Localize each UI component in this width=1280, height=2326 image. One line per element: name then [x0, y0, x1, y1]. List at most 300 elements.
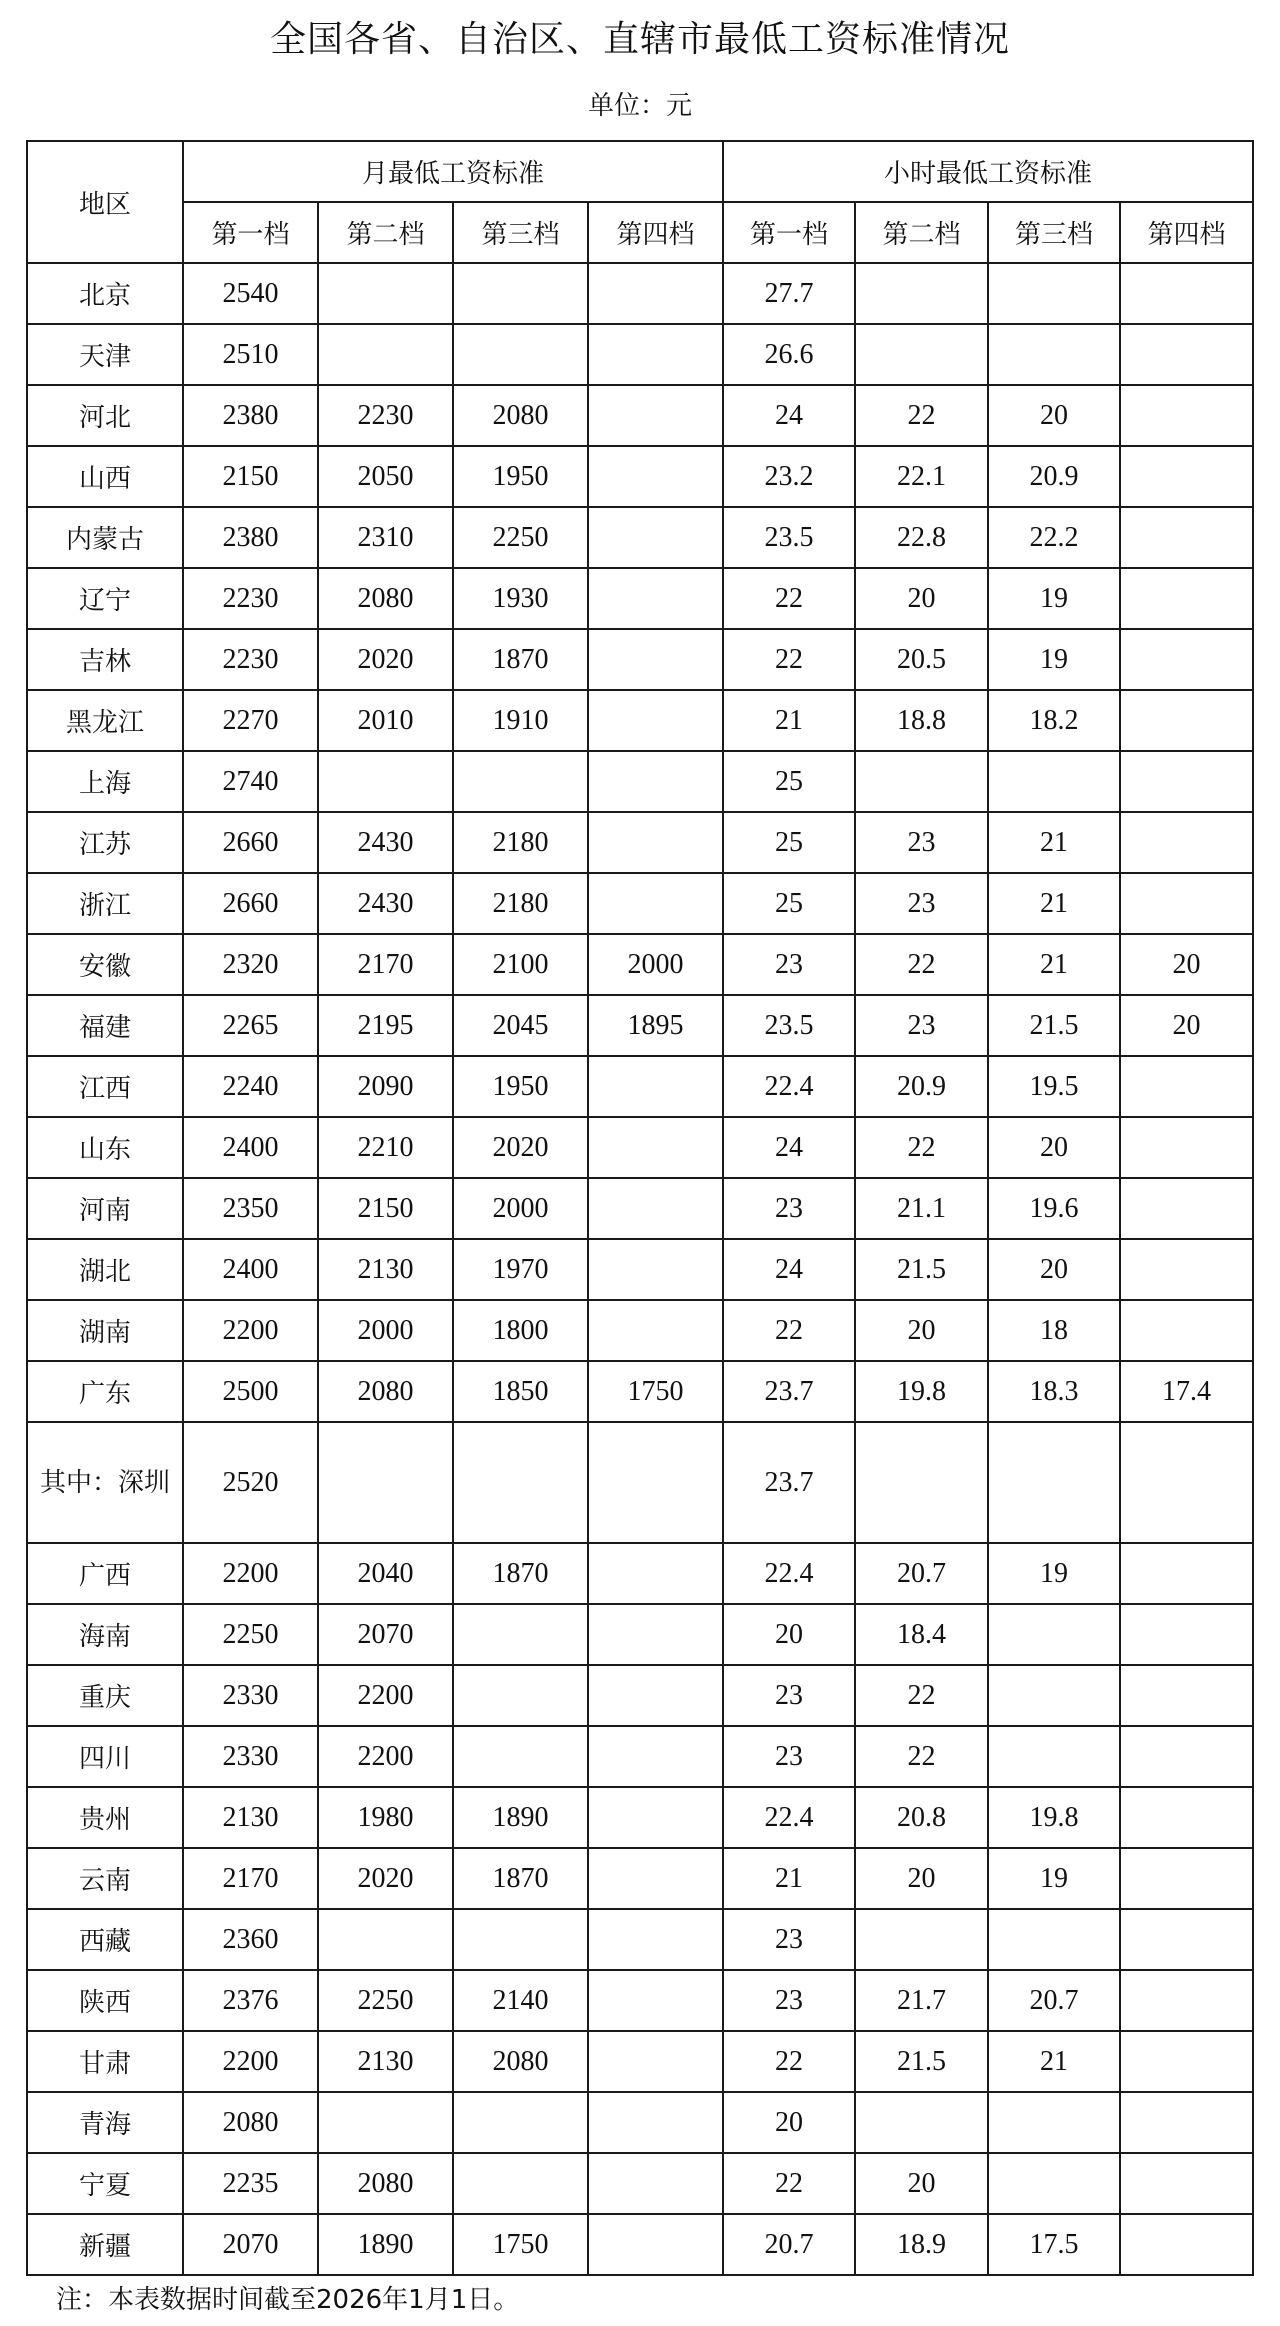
hourly-tier-1-cell: 23: [723, 1178, 855, 1239]
monthly-tier-3-cell: [453, 1422, 588, 1543]
hourly-tier-3-cell: [988, 1665, 1120, 1726]
hourly-tier-3-cell: 21: [988, 2031, 1120, 2092]
hourly-tier-2-cell: [855, 2092, 988, 2153]
monthly-tier-2-cell: [318, 751, 453, 812]
hourly-tier-3-cell: [988, 1909, 1120, 1970]
monthly-tier-2-cell: 1890: [318, 2214, 453, 2275]
monthly-tier-4-cell: [588, 1178, 723, 1239]
hourly-tier-2-cell: 21.5: [855, 1239, 988, 1300]
monthly-tier-3-cell: 1930: [453, 568, 588, 629]
monthly-tier-4-cell: 2000: [588, 934, 723, 995]
table-row: [27, 1787, 1253, 1848]
hourly-tier-4-cell: [1120, 1422, 1253, 1543]
hourly-tier-1-cell: 23.2: [723, 446, 855, 507]
monthly-tier-4-cell: [588, 1604, 723, 1665]
hourly-tier-2-cell: 22.1: [855, 446, 988, 507]
hourly-tier-4-cell: [1120, 1970, 1253, 2031]
table-row: [27, 1056, 1253, 1117]
monthly-tier-1-cell: 2200: [183, 2031, 318, 2092]
hourly-tier-2-cell: 21.7: [855, 1970, 988, 2031]
region-name: 其中：深圳: [40, 1467, 171, 1498]
table-row: [27, 568, 1253, 629]
hourly-tier-1-cell: 23.7: [723, 1422, 855, 1543]
region-cell: [27, 1848, 183, 1909]
table-body: [27, 263, 1253, 2275]
hourly-tier-3-cell: 19: [988, 1543, 1120, 1604]
monthly-tier-2-cell: 2150: [318, 1178, 453, 1239]
hourly-tier-3-cell: 21.5: [988, 995, 1120, 1056]
hourly-tier-4-cell: [1120, 2031, 1253, 2092]
monthly-tier-3-cell: 2000: [453, 1178, 588, 1239]
region-name: 重庆: [78, 1683, 131, 1713]
monthly-tier-2-cell: 2430: [318, 873, 453, 934]
monthly-tier-1-cell: 2230: [183, 629, 318, 690]
header-region: 地区: [27, 141, 183, 263]
monthly-tier-1-cell: 2170: [183, 1848, 318, 1909]
monthly-tier-3-cell: 1910: [453, 690, 588, 751]
hourly-tier-4-cell: [1120, 1300, 1253, 1361]
monthly-tier-2-cell: 2130: [318, 1239, 453, 1300]
monthly-tier-3-cell: 1970: [453, 1239, 588, 1300]
table-row: [27, 751, 1253, 812]
monthly-tier-2-cell: [318, 2092, 453, 2153]
hourly-tier-4-cell: [1120, 1848, 1253, 1909]
hourly-tier-2-cell: 22.8: [855, 507, 988, 568]
hourly-tier-4-cell: [1120, 1909, 1253, 1970]
minimum-wage-table: [26, 140, 1254, 2276]
table-row: [27, 1604, 1253, 1665]
monthly-tier-2-cell: 2080: [318, 2153, 453, 2214]
monthly-tier-2-cell: 2080: [318, 1361, 453, 1422]
hourly-tier-3-cell: [988, 1422, 1120, 1543]
table-row: [27, 1726, 1253, 1787]
hourly-tier-3-cell: 21: [988, 812, 1120, 873]
monthly-tier-3-cell: [453, 751, 588, 812]
table-row: [27, 1178, 1253, 1239]
monthly-tier-3-cell: 1950: [453, 446, 588, 507]
monthly-tier-2-cell: 2200: [318, 1665, 453, 1726]
monthly-tier-1-cell: 2510: [183, 324, 318, 385]
monthly-tier-1-cell: 2235: [183, 2153, 318, 2214]
monthly-tier-3-cell: [453, 2092, 588, 2153]
monthly-tier-2-cell: 2090: [318, 1056, 453, 1117]
monthly-tier-2-cell: [318, 1422, 453, 1543]
monthly-tier-4-cell: [588, 1726, 723, 1787]
hourly-tier-2-cell: [855, 1422, 988, 1543]
hourly-tier-4-cell: [1120, 690, 1253, 751]
hourly-tier-1-cell: 21: [723, 690, 855, 751]
hourly-tier-2-cell: 22: [855, 934, 988, 995]
monthly-tier-4-cell: [588, 690, 723, 751]
table-row: [27, 1239, 1253, 1300]
hourly-tier-3-cell: 19: [988, 629, 1120, 690]
hourly-tier-2-cell: [855, 1909, 988, 1970]
region-cell: [27, 446, 183, 507]
monthly-tier-1-cell: 2400: [183, 1239, 318, 1300]
region-name: 北京: [78, 281, 131, 311]
region-name: 广西: [78, 1561, 131, 1591]
hourly-tier-1-cell: 23: [723, 1665, 855, 1726]
hourly-tier-2-cell: 21.5: [855, 2031, 988, 2092]
hourly-tier-3-cell: 21: [988, 934, 1120, 995]
header-row-tiers: [27, 202, 1253, 263]
hourly-tier-3-cell: [988, 324, 1120, 385]
table-row: [27, 2214, 1253, 2275]
header-hourly-tier-2: 第二档: [855, 202, 988, 263]
region-cell: [27, 1056, 183, 1117]
monthly-tier-1-cell: 2240: [183, 1056, 318, 1117]
region-cell: [27, 2031, 183, 2092]
hourly-tier-3-cell: 20: [988, 1239, 1120, 1300]
table-row: [27, 507, 1253, 568]
region-name: 天津: [78, 342, 131, 372]
hourly-tier-2-cell: 22: [855, 1665, 988, 1726]
monthly-tier-3-cell: 2080: [453, 385, 588, 446]
region-name: 甘肃: [78, 2049, 131, 2079]
hourly-tier-4-cell: 17.4: [1120, 1361, 1253, 1422]
monthly-tier-1-cell: 2330: [183, 1726, 318, 1787]
hourly-tier-3-cell: 20.7: [988, 1970, 1120, 2031]
monthly-tier-2-cell: 2070: [318, 1604, 453, 1665]
table-row: [27, 1117, 1253, 1178]
monthly-tier-1-cell: 2130: [183, 1787, 318, 1848]
hourly-tier-4-cell: [1120, 1117, 1253, 1178]
hourly-tier-1-cell: 23.5: [723, 995, 855, 1056]
region-name: 陕西: [78, 1988, 131, 2018]
monthly-tier-3-cell: 2180: [453, 812, 588, 873]
hourly-tier-2-cell: 19.8: [855, 1361, 988, 1422]
monthly-tier-2-cell: 2430: [318, 812, 453, 873]
monthly-tier-2-cell: 2040: [318, 1543, 453, 1604]
region-name: 吉林: [78, 647, 131, 677]
region-name: 江西: [78, 1074, 131, 1104]
region-cell: [27, 995, 183, 1056]
hourly-tier-4-cell: [1120, 385, 1253, 446]
region-name: 河北: [78, 403, 131, 433]
monthly-tier-2-cell: 1980: [318, 1787, 453, 1848]
monthly-tier-4-cell: [588, 812, 723, 873]
hourly-tier-1-cell: 23: [723, 1726, 855, 1787]
monthly-tier-4-cell: [588, 446, 723, 507]
monthly-tier-3-cell: 2045: [453, 995, 588, 1056]
monthly-tier-1-cell: 2250: [183, 1604, 318, 1665]
hourly-tier-4-cell: [1120, 324, 1253, 385]
hourly-tier-4-cell: [1120, 2153, 1253, 2214]
table-row: [27, 873, 1253, 934]
monthly-tier-4-cell: [588, 1056, 723, 1117]
monthly-tier-4-cell: [588, 2214, 723, 2275]
table-row: [27, 1543, 1253, 1604]
monthly-tier-1-cell: 2520: [183, 1422, 318, 1543]
unit-label: 单位：元: [587, 91, 692, 121]
monthly-tier-2-cell: 2310: [318, 507, 453, 568]
region-name: 河南: [78, 1196, 131, 1226]
monthly-tier-3-cell: [453, 2153, 588, 2214]
monthly-tier-4-cell: 1895: [588, 995, 723, 1056]
monthly-tier-1-cell: 2200: [183, 1300, 318, 1361]
monthly-tier-4-cell: [588, 2153, 723, 2214]
monthly-tier-3-cell: 2250: [453, 507, 588, 568]
region-cell: [27, 1422, 183, 1543]
monthly-tier-2-cell: [318, 324, 453, 385]
hourly-tier-1-cell: 22.4: [723, 1787, 855, 1848]
region-name: 山西: [78, 464, 131, 494]
header-hourly-tier-4: 第四档: [1120, 202, 1253, 263]
region-cell: [27, 873, 183, 934]
table-row: [27, 1422, 1253, 1543]
hourly-tier-3-cell: 21: [988, 873, 1120, 934]
hourly-tier-1-cell: 22: [723, 629, 855, 690]
hourly-tier-1-cell: 22: [723, 568, 855, 629]
header-monthly-tier-3: 第三档: [453, 202, 588, 263]
hourly-tier-4-cell: [1120, 1239, 1253, 1300]
hourly-tier-2-cell: 20.9: [855, 1056, 988, 1117]
region-name: 浙江: [78, 891, 131, 921]
monthly-tier-2-cell: 2050: [318, 446, 453, 507]
monthly-tier-3-cell: 1890: [453, 1787, 588, 1848]
hourly-tier-4-cell: [1120, 1787, 1253, 1848]
table-row: [27, 1361, 1253, 1422]
table-row: [27, 2153, 1253, 2214]
monthly-tier-4-cell: [588, 873, 723, 934]
hourly-tier-2-cell: 18.8: [855, 690, 988, 751]
hourly-tier-1-cell: 24: [723, 385, 855, 446]
hourly-tier-4-cell: 20: [1120, 995, 1253, 1056]
hourly-tier-4-cell: [1120, 1726, 1253, 1787]
hourly-tier-3-cell: 20: [988, 1117, 1120, 1178]
table-row: [27, 446, 1253, 507]
header-row-groups: [27, 141, 1253, 202]
hourly-tier-2-cell: 23: [855, 873, 988, 934]
hourly-tier-4-cell: [1120, 1056, 1253, 1117]
hourly-tier-4-cell: [1120, 629, 1253, 690]
monthly-tier-2-cell: [318, 263, 453, 324]
hourly-tier-4-cell: [1120, 263, 1253, 324]
hourly-tier-1-cell: 20.7: [723, 2214, 855, 2275]
hourly-tier-3-cell: [988, 2092, 1120, 2153]
hourly-tier-2-cell: 18.4: [855, 1604, 988, 1665]
monthly-tier-4-cell: [588, 1787, 723, 1848]
region-name: 宁夏: [78, 2171, 131, 2201]
hourly-tier-4-cell: [1120, 507, 1253, 568]
monthly-tier-1-cell: 2376: [183, 1970, 318, 2031]
monthly-tier-1-cell: 2400: [183, 1117, 318, 1178]
table-row: [27, 690, 1253, 751]
region-cell: [27, 812, 183, 873]
table-row: [27, 385, 1253, 446]
monthly-tier-3-cell: [453, 1604, 588, 1665]
region-cell: [27, 1543, 183, 1604]
monthly-tier-4-cell: [588, 1422, 723, 1543]
hourly-tier-1-cell: 22: [723, 2031, 855, 2092]
header-monthly: 月最低工资标准: [183, 141, 723, 202]
monthly-tier-1-cell: 2200: [183, 1543, 318, 1604]
region-name: 广东: [78, 1379, 131, 1409]
monthly-tier-2-cell: 2020: [318, 1848, 453, 1909]
hourly-tier-2-cell: 20: [855, 1848, 988, 1909]
monthly-tier-3-cell: 1950: [453, 1056, 588, 1117]
monthly-tier-1-cell: 2660: [183, 873, 318, 934]
table-row: [27, 263, 1253, 324]
region-cell: [27, 934, 183, 995]
hourly-tier-4-cell: [1120, 2214, 1253, 2275]
hourly-tier-3-cell: 19: [988, 1848, 1120, 1909]
hourly-tier-2-cell: 18.9: [855, 2214, 988, 2275]
hourly-tier-2-cell: 20: [855, 568, 988, 629]
region-name: 内蒙古: [65, 525, 144, 555]
monthly-tier-3-cell: [453, 1909, 588, 1970]
monthly-tier-1-cell: 2660: [183, 812, 318, 873]
hourly-tier-4-cell: [1120, 1665, 1253, 1726]
monthly-tier-4-cell: [588, 2092, 723, 2153]
region-name: 上海: [78, 769, 131, 799]
monthly-tier-4-cell: [588, 629, 723, 690]
monthly-tier-1-cell: 2380: [183, 507, 318, 568]
hourly-tier-3-cell: [988, 1726, 1120, 1787]
region-name: 四川: [78, 1744, 131, 1774]
table-row: [27, 2092, 1253, 2153]
monthly-tier-2-cell: 2200: [318, 1726, 453, 1787]
hourly-tier-2-cell: 22: [855, 1117, 988, 1178]
hourly-tier-2-cell: 20.5: [855, 629, 988, 690]
hourly-tier-1-cell: 27.7: [723, 263, 855, 324]
region-name: 福建: [78, 1013, 131, 1043]
region-cell: [27, 1726, 183, 1787]
region-name: 新疆: [78, 2232, 131, 2262]
monthly-tier-2-cell: 2080: [318, 568, 453, 629]
table-row: [27, 1909, 1253, 1970]
monthly-tier-1-cell: 2380: [183, 385, 318, 446]
region-cell: [27, 2092, 183, 2153]
monthly-tier-3-cell: 2100: [453, 934, 588, 995]
region-cell: [27, 1665, 183, 1726]
hourly-tier-3-cell: [988, 1604, 1120, 1665]
monthly-tier-4-cell: [588, 385, 723, 446]
hourly-tier-1-cell: 22.4: [723, 1056, 855, 1117]
region-cell: [27, 629, 183, 690]
hourly-tier-2-cell: 20: [855, 2153, 988, 2214]
region-cell: [27, 1787, 183, 1848]
hourly-tier-1-cell: 23: [723, 1970, 855, 2031]
region-name: 黑龙江: [65, 708, 144, 738]
header-monthly-tier-1: 第一档: [183, 202, 318, 263]
hourly-tier-2-cell: 20.8: [855, 1787, 988, 1848]
hourly-tier-4-cell: [1120, 568, 1253, 629]
region-cell: [27, 568, 183, 629]
monthly-tier-2-cell: 2230: [318, 385, 453, 446]
hourly-tier-1-cell: 22: [723, 1300, 855, 1361]
hourly-tier-1-cell: 26.6: [723, 324, 855, 385]
hourly-tier-2-cell: 22: [855, 385, 988, 446]
hourly-tier-1-cell: 25: [723, 751, 855, 812]
region-cell: [27, 1361, 183, 1422]
hourly-tier-4-cell: [1120, 446, 1253, 507]
monthly-tier-4-cell: [588, 1665, 723, 1726]
hourly-tier-4-cell: [1120, 1543, 1253, 1604]
monthly-tier-3-cell: 2020: [453, 1117, 588, 1178]
monthly-tier-4-cell: [588, 1848, 723, 1909]
table-row: [27, 1848, 1253, 1909]
region-cell: [27, 1300, 183, 1361]
monthly-tier-2-cell: [318, 1909, 453, 1970]
header-hourly: 小时最低工资标准: [723, 141, 1253, 202]
region-cell: [27, 690, 183, 751]
monthly-tier-4-cell: [588, 324, 723, 385]
region-cell: [27, 324, 183, 385]
region-name: 贵州: [78, 1805, 131, 1835]
hourly-tier-3-cell: 18.3: [988, 1361, 1120, 1422]
region-name: 青海: [78, 2110, 131, 2140]
monthly-tier-3-cell: 2080: [453, 2031, 588, 2092]
hourly-tier-3-cell: 20: [988, 385, 1120, 446]
monthly-tier-3-cell: 2180: [453, 873, 588, 934]
monthly-tier-1-cell: 2080: [183, 2092, 318, 2153]
hourly-tier-1-cell: 22: [723, 2153, 855, 2214]
monthly-tier-2-cell: 2130: [318, 2031, 453, 2092]
monthly-tier-3-cell: [453, 263, 588, 324]
monthly-tier-2-cell: 2195: [318, 995, 453, 1056]
hourly-tier-4-cell: [1120, 873, 1253, 934]
hourly-tier-3-cell: [988, 263, 1120, 324]
monthly-tier-4-cell: [588, 1239, 723, 1300]
monthly-tier-1-cell: 2360: [183, 1909, 318, 1970]
monthly-tier-3-cell: 1870: [453, 1543, 588, 1604]
region-name: 湖北: [78, 1257, 131, 1287]
monthly-tier-3-cell: 1870: [453, 629, 588, 690]
monthly-tier-3-cell: 1870: [453, 1848, 588, 1909]
hourly-tier-1-cell: 20: [723, 2092, 855, 2153]
header-monthly-tier-4: 第四档: [588, 202, 723, 263]
table-row: [27, 812, 1253, 873]
monthly-tier-4-cell: [588, 1117, 723, 1178]
region-cell: [27, 1604, 183, 1665]
monthly-tier-3-cell: [453, 324, 588, 385]
region-cell: [27, 1178, 183, 1239]
monthly-tier-4-cell: [588, 568, 723, 629]
hourly-tier-1-cell: 23.5: [723, 507, 855, 568]
monthly-tier-2-cell: 2210: [318, 1117, 453, 1178]
region-name: 江苏: [78, 830, 131, 860]
monthly-tier-3-cell: 2140: [453, 1970, 588, 2031]
region-name: 辽宁: [78, 586, 131, 616]
hourly-tier-1-cell: 23.7: [723, 1361, 855, 1422]
hourly-tier-1-cell: 22.4: [723, 1543, 855, 1604]
hourly-tier-3-cell: [988, 751, 1120, 812]
monthly-tier-1-cell: 2265: [183, 995, 318, 1056]
region-cell: [27, 507, 183, 568]
table-row: [27, 629, 1253, 690]
hourly-tier-2-cell: 23: [855, 812, 988, 873]
header-monthly-tier-2: 第二档: [318, 202, 453, 263]
hourly-tier-3-cell: 19: [988, 568, 1120, 629]
monthly-tier-1-cell: 2230: [183, 568, 318, 629]
region-name: 山东: [78, 1135, 131, 1165]
hourly-tier-1-cell: 24: [723, 1239, 855, 1300]
hourly-tier-2-cell: [855, 324, 988, 385]
region-cell: [27, 263, 183, 324]
table-row: [27, 1665, 1253, 1726]
monthly-tier-4-cell: [588, 263, 723, 324]
region-cell: [27, 751, 183, 812]
hourly-tier-4-cell: [1120, 1178, 1253, 1239]
monthly-tier-4-cell: [588, 1970, 723, 2031]
hourly-tier-1-cell: 23: [723, 934, 855, 995]
hourly-tier-1-cell: 24: [723, 1117, 855, 1178]
hourly-tier-3-cell: 19.6: [988, 1178, 1120, 1239]
hourly-tier-3-cell: 19.5: [988, 1056, 1120, 1117]
monthly-tier-3-cell: 1850: [453, 1361, 588, 1422]
monthly-tier-3-cell: [453, 1665, 588, 1726]
